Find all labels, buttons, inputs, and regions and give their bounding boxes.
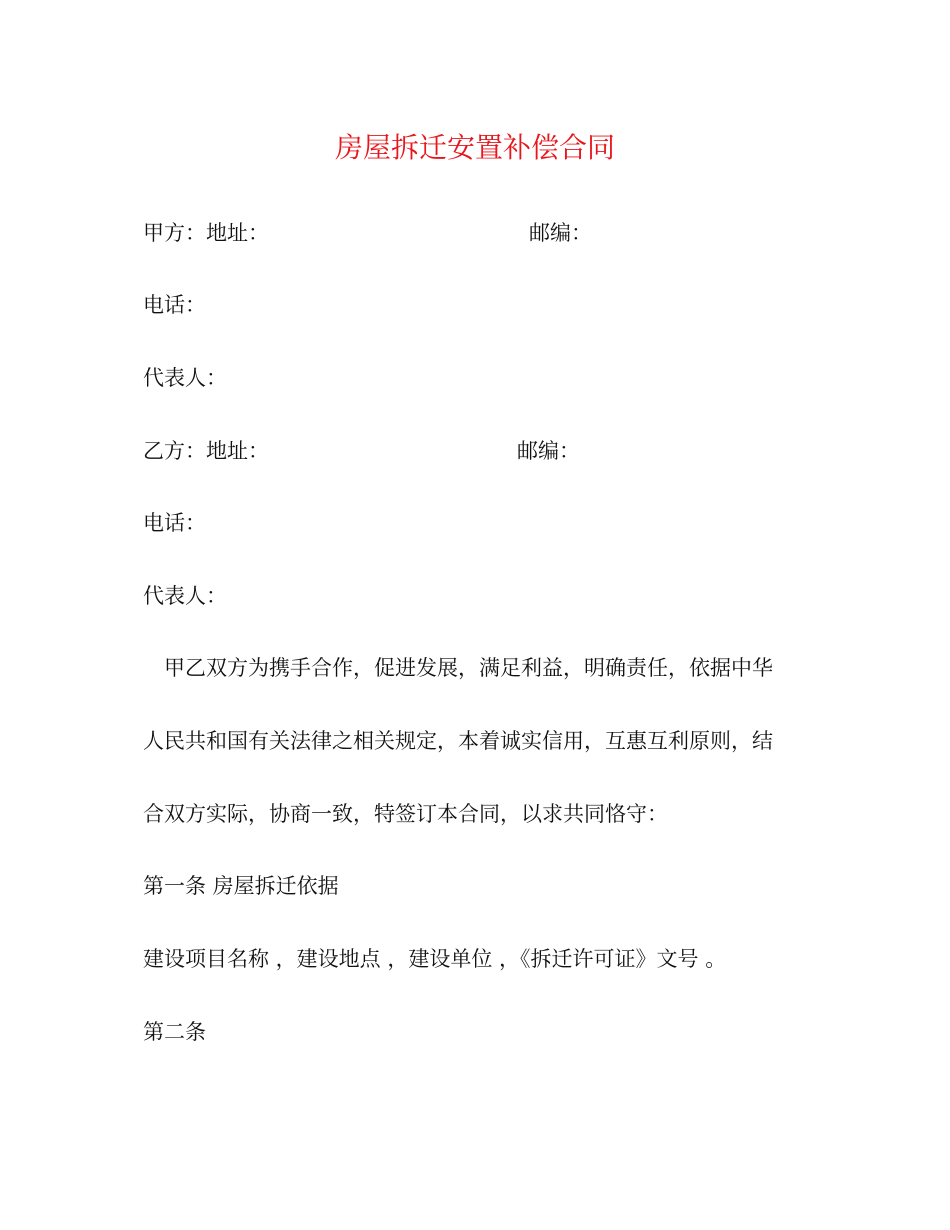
party-b-address-label: 乙方：地址： bbox=[143, 439, 269, 463]
party-b-postcode-label: 邮编： bbox=[517, 439, 580, 463]
preamble-line: 甲乙双方为携手合作，促进发展，满足利益，明确责任，依据中华 bbox=[164, 656, 773, 680]
party-b-phone-label: 电话： bbox=[143, 511, 206, 535]
article-2-heading: 第二条 bbox=[143, 1020, 206, 1044]
article-1-heading: 第一条 房屋拆迁依据 bbox=[143, 874, 339, 898]
preamble-line: 合双方实际，协商一致，特签订本合同，以求共同恪守： bbox=[143, 802, 668, 826]
party-a-address-label: 甲方：地址： bbox=[143, 221, 269, 245]
preamble-line: 人民共和国有关法律之相关规定，本着诚实信用，互惠互利原则，结 bbox=[143, 729, 773, 753]
party-b-representative-label: 代表人： bbox=[143, 584, 227, 608]
document-title: 房屋拆迁安置补偿合同 bbox=[334, 131, 615, 164]
party-a-phone-label: 电话： bbox=[143, 293, 206, 317]
article-1-body: 建设项目名称 ，建设地点 ，建设单位 ，《拆迁许可证》文号 。 bbox=[143, 947, 727, 971]
party-a-representative-label: 代表人： bbox=[143, 366, 227, 390]
party-a-postcode-label: 邮编： bbox=[529, 221, 592, 245]
